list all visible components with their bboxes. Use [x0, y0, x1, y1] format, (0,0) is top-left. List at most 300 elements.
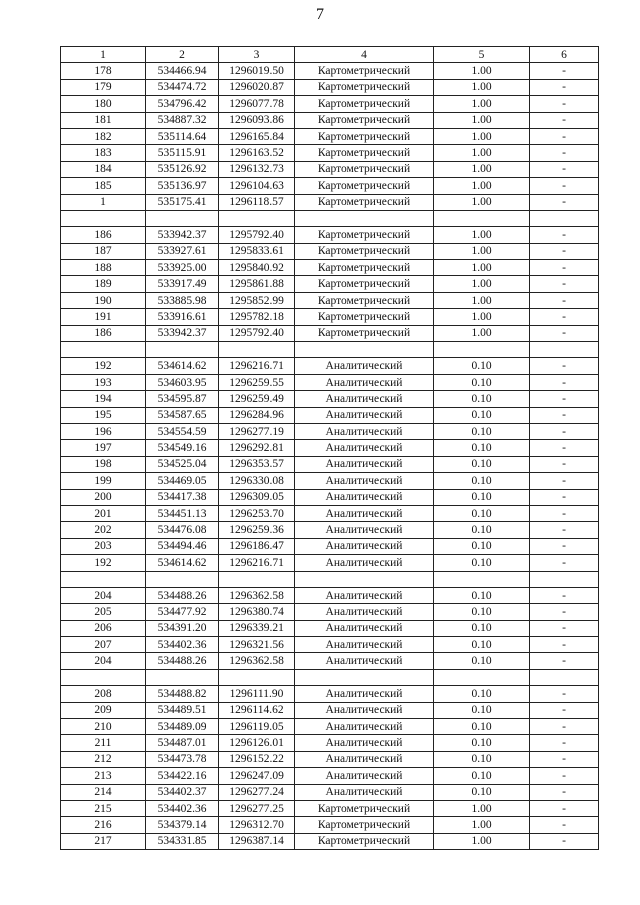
- x-coordinate-cell: 534402.36: [146, 637, 219, 653]
- y-coordinate-cell: 1296380.74: [219, 604, 295, 620]
- page-number: 7: [316, 6, 324, 23]
- x-coordinate-cell: 534331.85: [146, 833, 219, 849]
- table-row: [61, 423, 599, 439]
- method-cell: Картометрический: [295, 325, 434, 341]
- point-number-cell: 209: [61, 702, 146, 718]
- table-row: [61, 800, 599, 816]
- table-body: [61, 47, 599, 850]
- method-cell: Картометрический: [295, 145, 434, 161]
- method-cell: Картометрический: [295, 63, 434, 79]
- table-row: [61, 505, 599, 521]
- method-cell: Картометрический: [295, 833, 434, 849]
- description-cell: -: [530, 161, 599, 177]
- method-cell: Картометрический: [295, 309, 434, 325]
- method-cell: Аналитический: [295, 358, 434, 374]
- accuracy-cell: 0.10: [434, 555, 530, 571]
- y-coordinate-cell: 1296309.05: [219, 489, 295, 505]
- x-coordinate-cell: 534474.72: [146, 79, 219, 95]
- x-coordinate-cell: 534402.36: [146, 800, 219, 816]
- point-number-cell: 180: [61, 96, 146, 112]
- accuracy-cell: 1.00: [434, 178, 530, 194]
- table-row: [61, 686, 599, 702]
- accuracy-cell: 1.00: [434, 309, 530, 325]
- x-coordinate-cell: 534614.62: [146, 555, 219, 571]
- method-cell: Аналитический: [295, 522, 434, 538]
- accuracy-cell: 1.00: [434, 63, 530, 79]
- x-coordinate-cell: 534525.04: [146, 456, 219, 472]
- accuracy-cell: 0.10: [434, 456, 530, 472]
- y-coordinate-cell: 1296019.50: [219, 63, 295, 79]
- table-row: [61, 473, 599, 489]
- point-number-cell: 215: [61, 800, 146, 816]
- description-cell: -: [530, 309, 599, 325]
- table-row: [61, 538, 599, 554]
- description-cell: -: [530, 423, 599, 439]
- x-coordinate-cell: 534391.20: [146, 620, 219, 636]
- point-number-cell: 182: [61, 128, 146, 144]
- x-coordinate-cell: 534603.95: [146, 374, 219, 390]
- accuracy-cell: 1.00: [434, 276, 530, 292]
- point-number-cell: 214: [61, 784, 146, 800]
- y-coordinate-cell: 1296253.70: [219, 505, 295, 521]
- empty-cell: [530, 210, 599, 226]
- separator-row: [61, 571, 599, 587]
- method-cell: Аналитический: [295, 391, 434, 407]
- point-number-cell: 213: [61, 768, 146, 784]
- description-cell: -: [530, 325, 599, 341]
- column-header-1: 1: [61, 47, 146, 63]
- method-cell: Аналитический: [295, 719, 434, 735]
- description-cell: -: [530, 604, 599, 620]
- y-coordinate-cell: 1295861.88: [219, 276, 295, 292]
- method-cell: Аналитический: [295, 407, 434, 423]
- separator-row: [61, 669, 599, 685]
- x-coordinate-cell: 534476.08: [146, 522, 219, 538]
- description-cell: -: [530, 292, 599, 308]
- accuracy-cell: 1.00: [434, 243, 530, 259]
- header-row: [61, 47, 599, 63]
- empty-cell: [146, 210, 219, 226]
- y-coordinate-cell: 1296284.96: [219, 407, 295, 423]
- table-row: [61, 555, 599, 571]
- x-coordinate-cell: 535136.97: [146, 178, 219, 194]
- accuracy-cell: 1.00: [434, 817, 530, 833]
- accuracy-cell: 0.10: [434, 686, 530, 702]
- description-cell: -: [530, 702, 599, 718]
- description-cell: -: [530, 358, 599, 374]
- y-coordinate-cell: 1296152.22: [219, 751, 295, 767]
- empty-cell: [295, 342, 434, 358]
- y-coordinate-cell: 1296330.08: [219, 473, 295, 489]
- table-row: [61, 161, 599, 177]
- point-number-cell: 189: [61, 276, 146, 292]
- x-coordinate-cell: 534417.38: [146, 489, 219, 505]
- description-cell: -: [530, 587, 599, 603]
- x-coordinate-cell: 534477.92: [146, 604, 219, 620]
- x-coordinate-cell: 533916.61: [146, 309, 219, 325]
- description-cell: -: [530, 63, 599, 79]
- description-cell: -: [530, 178, 599, 194]
- table-row: [61, 96, 599, 112]
- y-coordinate-cell: 1296339.21: [219, 620, 295, 636]
- table-row: [61, 145, 599, 161]
- accuracy-cell: 1.00: [434, 833, 530, 849]
- y-coordinate-cell: 1296277.24: [219, 784, 295, 800]
- description-cell: -: [530, 555, 599, 571]
- table-row: [61, 194, 599, 210]
- point-number-cell: 192: [61, 358, 146, 374]
- y-coordinate-cell: 1296277.19: [219, 423, 295, 439]
- column-header-6: 6: [530, 47, 599, 63]
- point-number-cell: 212: [61, 751, 146, 767]
- table-row: [61, 112, 599, 128]
- point-number-cell: 217: [61, 833, 146, 849]
- x-coordinate-cell: 534402.37: [146, 784, 219, 800]
- method-cell: Картометрический: [295, 800, 434, 816]
- y-coordinate-cell: 1295833.61: [219, 243, 295, 259]
- y-coordinate-cell: 1296387.14: [219, 833, 295, 849]
- table-row: [61, 325, 599, 341]
- accuracy-cell: 1.00: [434, 96, 530, 112]
- accuracy-cell: 0.10: [434, 407, 530, 423]
- point-number-cell: 1: [61, 194, 146, 210]
- y-coordinate-cell: 1296216.71: [219, 555, 295, 571]
- description-cell: -: [530, 637, 599, 653]
- empty-cell: [295, 210, 434, 226]
- empty-cell: [530, 571, 599, 587]
- description-cell: -: [530, 243, 599, 259]
- method-cell: Аналитический: [295, 751, 434, 767]
- x-coordinate-cell: 534595.87: [146, 391, 219, 407]
- x-coordinate-cell: 533942.37: [146, 325, 219, 341]
- method-cell: Картометрический: [295, 161, 434, 177]
- accuracy-cell: 0.10: [434, 653, 530, 669]
- accuracy-cell: 0.10: [434, 522, 530, 538]
- y-coordinate-cell: 1296093.86: [219, 112, 295, 128]
- point-number-cell: 183: [61, 145, 146, 161]
- point-number-cell: 211: [61, 735, 146, 751]
- description-cell: -: [530, 374, 599, 390]
- point-number-cell: 196: [61, 423, 146, 439]
- x-coordinate-cell: 534796.42: [146, 96, 219, 112]
- method-cell: Картометрический: [295, 178, 434, 194]
- accuracy-cell: 0.10: [434, 505, 530, 521]
- description-cell: -: [530, 505, 599, 521]
- x-coordinate-cell: 535114.64: [146, 128, 219, 144]
- y-coordinate-cell: 1296353.57: [219, 456, 295, 472]
- method-cell: Картометрический: [295, 96, 434, 112]
- accuracy-cell: 0.10: [434, 374, 530, 390]
- table-row: [61, 79, 599, 95]
- accuracy-cell: 0.10: [434, 423, 530, 439]
- table-row: [61, 456, 599, 472]
- description-cell: -: [530, 112, 599, 128]
- accuracy-cell: 0.10: [434, 751, 530, 767]
- description-cell: -: [530, 440, 599, 456]
- y-coordinate-cell: 1296163.52: [219, 145, 295, 161]
- y-coordinate-cell: 1295840.92: [219, 260, 295, 276]
- table-row: [61, 391, 599, 407]
- description-cell: -: [530, 768, 599, 784]
- empty-cell: [434, 669, 530, 685]
- method-cell: Картометрический: [295, 817, 434, 833]
- accuracy-cell: 0.10: [434, 784, 530, 800]
- y-coordinate-cell: 1296216.71: [219, 358, 295, 374]
- x-coordinate-cell: 534466.94: [146, 63, 219, 79]
- table-row: [61, 358, 599, 374]
- method-cell: Картометрический: [295, 79, 434, 95]
- point-number-cell: 187: [61, 243, 146, 259]
- method-cell: Аналитический: [295, 784, 434, 800]
- method-cell: Картометрический: [295, 260, 434, 276]
- method-cell: Картометрический: [295, 292, 434, 308]
- y-coordinate-cell: 1296118.57: [219, 194, 295, 210]
- x-coordinate-cell: 534554.59: [146, 423, 219, 439]
- description-cell: -: [530, 79, 599, 95]
- accuracy-cell: 1.00: [434, 161, 530, 177]
- empty-cell: [219, 342, 295, 358]
- y-coordinate-cell: 1295792.40: [219, 325, 295, 341]
- description-cell: -: [530, 391, 599, 407]
- description-cell: -: [530, 260, 599, 276]
- accuracy-cell: 0.10: [434, 702, 530, 718]
- description-cell: -: [530, 686, 599, 702]
- x-coordinate-cell: 535126.92: [146, 161, 219, 177]
- method-cell: Аналитический: [295, 489, 434, 505]
- table-row: [61, 440, 599, 456]
- method-cell: Аналитический: [295, 423, 434, 439]
- accuracy-cell: 0.10: [434, 358, 530, 374]
- empty-cell: [61, 571, 146, 587]
- method-cell: Картометрический: [295, 112, 434, 128]
- accuracy-cell: 0.10: [434, 735, 530, 751]
- accuracy-cell: 0.10: [434, 489, 530, 505]
- x-coordinate-cell: 534887.32: [146, 112, 219, 128]
- column-header-3: 3: [219, 47, 295, 63]
- table-row: [61, 735, 599, 751]
- x-coordinate-cell: 534614.62: [146, 358, 219, 374]
- empty-cell: [219, 571, 295, 587]
- point-number-cell: 206: [61, 620, 146, 636]
- point-number-cell: 181: [61, 112, 146, 128]
- table-row: [61, 653, 599, 669]
- accuracy-cell: 0.10: [434, 620, 530, 636]
- y-coordinate-cell: 1296119.05: [219, 719, 295, 735]
- empty-cell: [434, 571, 530, 587]
- description-cell: -: [530, 227, 599, 243]
- accuracy-cell: 0.10: [434, 719, 530, 735]
- point-number-cell: 193: [61, 374, 146, 390]
- x-coordinate-cell: 534473.78: [146, 751, 219, 767]
- point-number-cell: 203: [61, 538, 146, 554]
- point-number-cell: 190: [61, 292, 146, 308]
- method-cell: Аналитический: [295, 604, 434, 620]
- table-row: [61, 522, 599, 538]
- accuracy-cell: 0.10: [434, 473, 530, 489]
- x-coordinate-cell: 534488.26: [146, 587, 219, 603]
- point-number-cell: 195: [61, 407, 146, 423]
- point-number-cell: 192: [61, 555, 146, 571]
- table-row: [61, 292, 599, 308]
- empty-cell: [146, 669, 219, 685]
- table-row: [61, 637, 599, 653]
- description-cell: -: [530, 276, 599, 292]
- point-number-cell: 204: [61, 653, 146, 669]
- point-number-cell: 186: [61, 325, 146, 341]
- y-coordinate-cell: 1296321.56: [219, 637, 295, 653]
- empty-cell: [295, 669, 434, 685]
- point-number-cell: 202: [61, 522, 146, 538]
- empty-cell: [219, 669, 295, 685]
- accuracy-cell: 1.00: [434, 112, 530, 128]
- accuracy-cell: 0.10: [434, 440, 530, 456]
- accuracy-cell: 0.10: [434, 587, 530, 603]
- description-cell: -: [530, 538, 599, 554]
- description-cell: -: [530, 751, 599, 767]
- accuracy-cell: 1.00: [434, 227, 530, 243]
- table-row: [61, 489, 599, 505]
- x-coordinate-cell: 534587.65: [146, 407, 219, 423]
- point-number-cell: 210: [61, 719, 146, 735]
- empty-cell: [530, 342, 599, 358]
- empty-cell: [61, 342, 146, 358]
- method-cell: Аналитический: [295, 702, 434, 718]
- accuracy-cell: 0.10: [434, 538, 530, 554]
- point-number-cell: 184: [61, 161, 146, 177]
- y-coordinate-cell: 1296259.36: [219, 522, 295, 538]
- point-number-cell: 199: [61, 473, 146, 489]
- table-row: [61, 309, 599, 325]
- point-number-cell: 216: [61, 817, 146, 833]
- description-cell: -: [530, 96, 599, 112]
- method-cell: Картометрический: [295, 276, 434, 292]
- y-coordinate-cell: 1296277.25: [219, 800, 295, 816]
- method-cell: Аналитический: [295, 505, 434, 521]
- point-number-cell: 197: [61, 440, 146, 456]
- point-number-cell: 186: [61, 227, 146, 243]
- y-coordinate-cell: 1296259.49: [219, 391, 295, 407]
- accuracy-cell: 1.00: [434, 128, 530, 144]
- x-coordinate-cell: 535175.41: [146, 194, 219, 210]
- x-coordinate-cell: 534488.82: [146, 686, 219, 702]
- point-number-cell: 178: [61, 63, 146, 79]
- table-row: [61, 817, 599, 833]
- x-coordinate-cell: 533942.37: [146, 227, 219, 243]
- y-coordinate-cell: 1296114.62: [219, 702, 295, 718]
- y-coordinate-cell: 1295792.40: [219, 227, 295, 243]
- y-coordinate-cell: 1295852.99: [219, 292, 295, 308]
- description-cell: -: [530, 800, 599, 816]
- method-cell: Аналитический: [295, 555, 434, 571]
- column-header-5: 5: [434, 47, 530, 63]
- method-cell: Аналитический: [295, 374, 434, 390]
- table-row: [61, 407, 599, 423]
- method-cell: Аналитический: [295, 440, 434, 456]
- description-cell: -: [530, 489, 599, 505]
- y-coordinate-cell: 1296247.09: [219, 768, 295, 784]
- coordinates-table: [60, 46, 599, 850]
- point-number-cell: 200: [61, 489, 146, 505]
- description-cell: -: [530, 653, 599, 669]
- description-cell: -: [530, 194, 599, 210]
- description-cell: -: [530, 407, 599, 423]
- x-coordinate-cell: 533917.49: [146, 276, 219, 292]
- y-coordinate-cell: 1296362.58: [219, 587, 295, 603]
- description-cell: -: [530, 456, 599, 472]
- table-row: [61, 227, 599, 243]
- y-coordinate-cell: 1296126.01: [219, 735, 295, 751]
- x-coordinate-cell: 534422.16: [146, 768, 219, 784]
- table-row: [61, 276, 599, 292]
- accuracy-cell: 1.00: [434, 260, 530, 276]
- method-cell: Аналитический: [295, 686, 434, 702]
- description-cell: -: [530, 833, 599, 849]
- table-row: [61, 702, 599, 718]
- empty-cell: [434, 342, 530, 358]
- description-cell: -: [530, 473, 599, 489]
- empty-cell: [146, 342, 219, 358]
- y-coordinate-cell: 1296077.78: [219, 96, 295, 112]
- x-coordinate-cell: 533927.61: [146, 243, 219, 259]
- x-coordinate-cell: 534379.14: [146, 817, 219, 833]
- table-row: [61, 587, 599, 603]
- method-cell: Картометрический: [295, 194, 434, 210]
- x-coordinate-cell: 534549.16: [146, 440, 219, 456]
- table-row: [61, 243, 599, 259]
- method-cell: Аналитический: [295, 587, 434, 603]
- table-row: [61, 620, 599, 636]
- table-row: [61, 751, 599, 767]
- table-row: [61, 260, 599, 276]
- method-cell: Аналитический: [295, 473, 434, 489]
- point-number-cell: 191: [61, 309, 146, 325]
- empty-cell: [61, 210, 146, 226]
- x-coordinate-cell: 534494.46: [146, 538, 219, 554]
- empty-cell: [295, 571, 434, 587]
- accuracy-cell: 0.10: [434, 637, 530, 653]
- method-cell: Аналитический: [295, 735, 434, 751]
- method-cell: Аналитический: [295, 456, 434, 472]
- point-number-cell: 185: [61, 178, 146, 194]
- description-cell: -: [530, 784, 599, 800]
- method-cell: Картометрический: [295, 227, 434, 243]
- x-coordinate-cell: 534488.26: [146, 653, 219, 669]
- point-number-cell: 207: [61, 637, 146, 653]
- table-row: [61, 63, 599, 79]
- point-number-cell: 204: [61, 587, 146, 603]
- accuracy-cell: 1.00: [434, 194, 530, 210]
- y-coordinate-cell: 1296312.70: [219, 817, 295, 833]
- point-number-cell: 208: [61, 686, 146, 702]
- empty-cell: [530, 669, 599, 685]
- accuracy-cell: 1.00: [434, 325, 530, 341]
- point-number-cell: 188: [61, 260, 146, 276]
- x-coordinate-cell: 533925.00: [146, 260, 219, 276]
- x-coordinate-cell: 534489.09: [146, 719, 219, 735]
- empty-cell: [434, 210, 530, 226]
- y-coordinate-cell: 1296362.58: [219, 653, 295, 669]
- empty-cell: [146, 571, 219, 587]
- point-number-cell: 201: [61, 505, 146, 521]
- description-cell: -: [530, 735, 599, 751]
- y-coordinate-cell: 1296132.73: [219, 161, 295, 177]
- x-coordinate-cell: 533885.98: [146, 292, 219, 308]
- y-coordinate-cell: 1296259.55: [219, 374, 295, 390]
- description-cell: -: [530, 719, 599, 735]
- table-row: [61, 374, 599, 390]
- accuracy-cell: 0.10: [434, 391, 530, 407]
- method-cell: Картометрический: [295, 243, 434, 259]
